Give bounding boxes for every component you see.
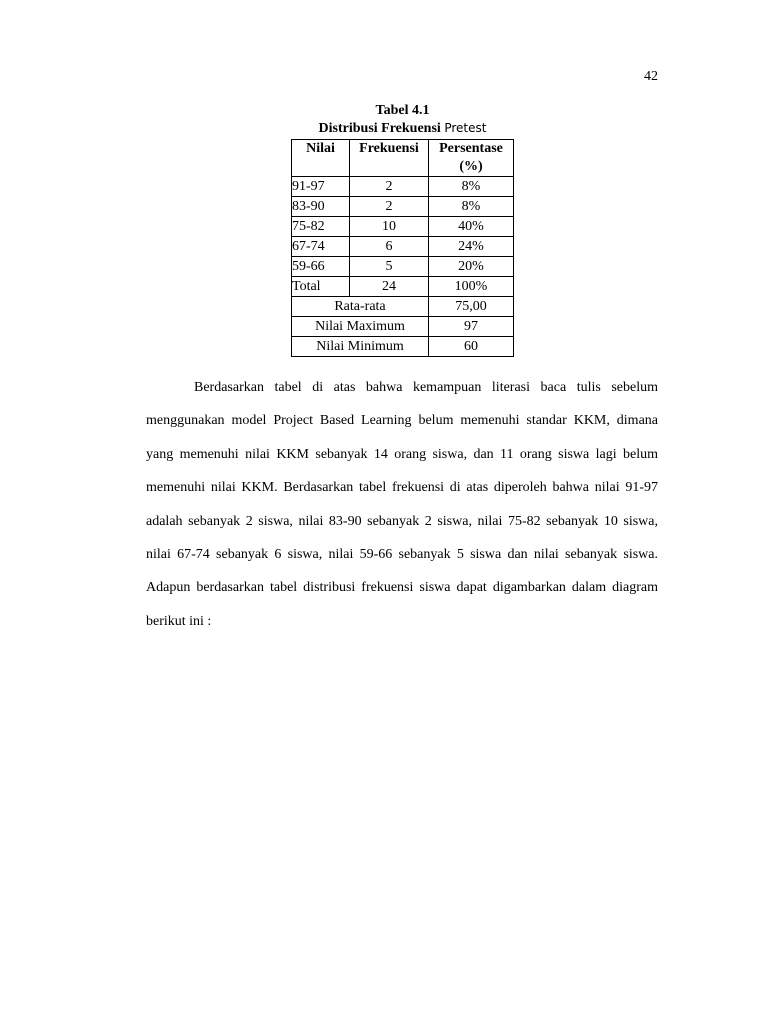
- table-row: [292, 217, 514, 237]
- table-subtitle-suffix: Pretest: [444, 121, 487, 135]
- table-row: [292, 257, 514, 277]
- summary-value: 97: [429, 317, 514, 337]
- table-title: Tabel 4.1: [375, 103, 430, 118]
- table-row: [292, 237, 514, 257]
- summary-value: 75,00: [429, 297, 514, 317]
- table-row: [292, 197, 514, 217]
- header-nilai: Nilai: [292, 140, 350, 177]
- table-subtitle: [280, 121, 525, 137]
- summary-value: 60: [429, 337, 514, 357]
- frequency-table: [291, 139, 514, 357]
- cell-nilai: Total: [292, 277, 350, 297]
- cell-persentase: 40%: [429, 217, 514, 237]
- header-persentase-label: Persentase: [439, 141, 503, 156]
- summary-label: Rata-rata: [292, 297, 429, 317]
- page-number: 42: [644, 69, 658, 84]
- cell-persentase: 8%: [429, 177, 514, 197]
- cell-frekuensi: 10: [350, 217, 429, 237]
- cell-nilai: 91-97: [292, 177, 350, 197]
- cell-nilai: 83-90: [292, 197, 350, 217]
- cell-persentase: 100%: [429, 277, 514, 297]
- summary-label: Nilai Maximum: [292, 317, 429, 337]
- body-paragraph: Berdasarkan tabel di atas bahwa kemampuan literasi baca tulis sebelum menggunakan model Project Based Learning belum memenuhi standar KKM, dimana yang memenuhi nilai KKM sebanyak 14 orang siswa, dan 11 orang siswa lagi belum memenuhi nilai KKM. Berdasarkan tabel frekuensi di atas diperoleh bahwa nilai 91-97 adalah sebanyak 2 siswa, nilai 83-90 sebanyak 2 siswa, nilai 75-82 sebanyak 10 siswa, nilai 67-74 sebanyak 6 siswa, nilai 59-66 sebanyak 5 siswa dan nilai sebanyak siswa. Adapun berdasarkan tabel distribusi frekuensi siswa dapat digambarkan dalam diagram berikut ini :: [146, 380, 658, 629]
- table-subtitle-text: Distribusi Frekuensi: [318, 121, 441, 136]
- header-persentase-unit: (%): [459, 159, 483, 174]
- header-frekuensi: Frekuensi: [350, 140, 429, 177]
- cell-frekuensi: 2: [350, 177, 429, 197]
- header-persentase: [429, 140, 514, 177]
- cell-nilai: 75-82: [292, 217, 350, 237]
- table-header-row: [292, 140, 514, 177]
- cell-frekuensi: 5: [350, 257, 429, 277]
- summary-row: [292, 337, 514, 357]
- cell-nilai: 67-74: [292, 237, 350, 257]
- summary-row: [292, 317, 514, 337]
- cell-frekuensi: 6: [350, 237, 429, 257]
- cell-nilai: 59-66: [292, 257, 350, 277]
- cell-frekuensi: 24: [350, 277, 429, 297]
- cell-persentase: 24%: [429, 237, 514, 257]
- summary-label: Nilai Minimum: [292, 337, 429, 357]
- cell-frekuensi: 2: [350, 197, 429, 217]
- cell-persentase: 20%: [429, 257, 514, 277]
- summary-row: [292, 297, 514, 317]
- table-row: [292, 177, 514, 197]
- table-row-total: [292, 277, 514, 297]
- cell-persentase: 8%: [429, 197, 514, 217]
